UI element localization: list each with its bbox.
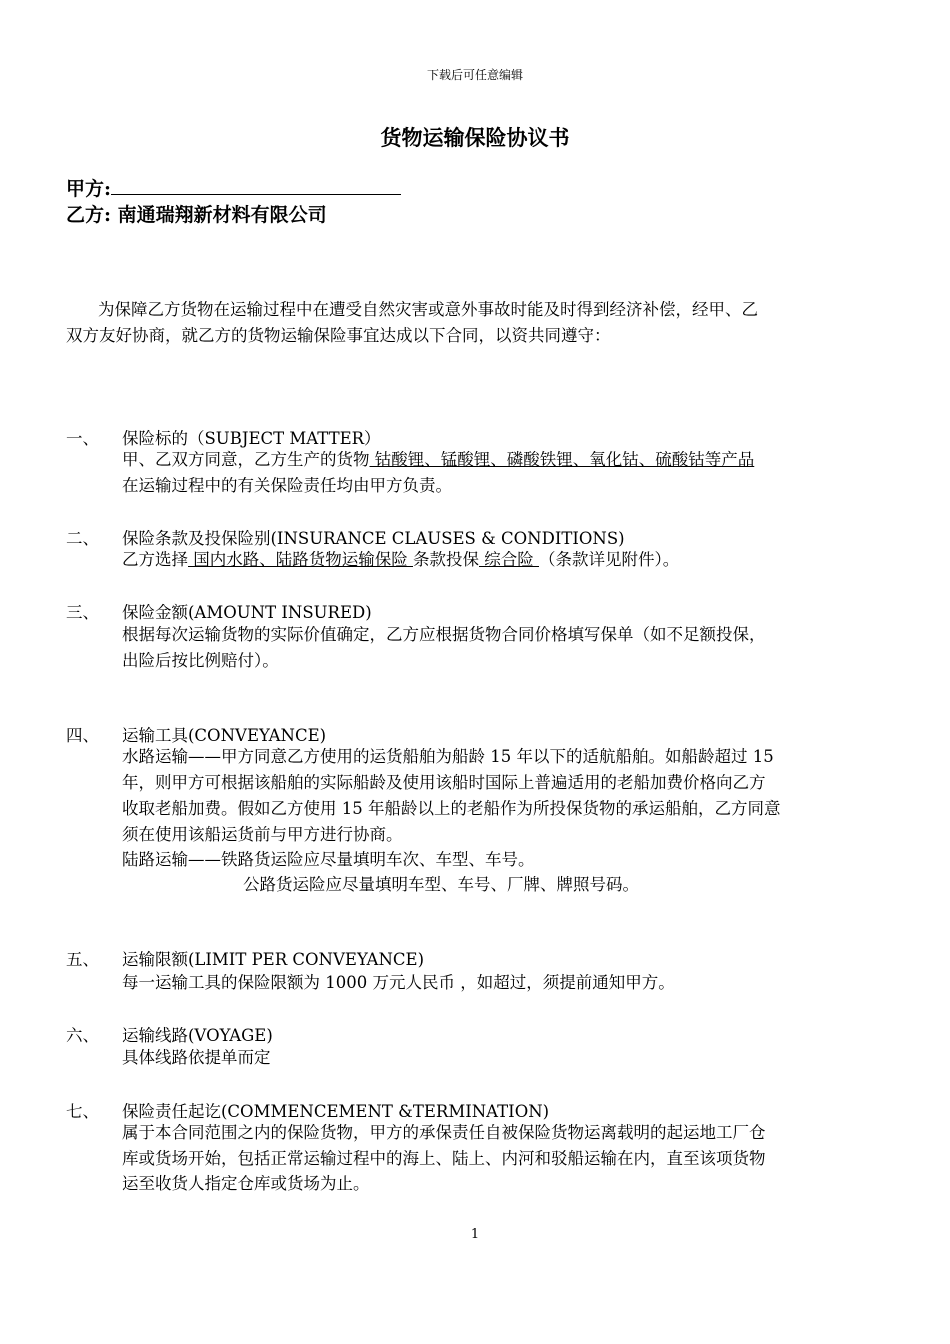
section-1-number: 一、 — [66, 429, 99, 448]
section-4-line-6: 公路货运险应尽量填明车型、车号、厂牌、牌照号码。 — [243, 875, 639, 894]
document-title: 货物运输保险协议书 — [380, 125, 570, 150]
intro-line-2: 双方友好协商，就乙方的货物运输保险事宜达成以下合同，以资共同遵守： — [66, 326, 611, 345]
section-1-title: 保险标的（SUBJECT MATTER） — [122, 429, 381, 448]
section-5-number: 五、 — [66, 950, 99, 969]
section-2-post: （条款详见附件）。 — [539, 550, 680, 569]
section-7-title: 保险责任起讫(COMMENCEMENT &TERMINATION) — [122, 1102, 550, 1121]
section-2-coverage: 综合险 — [479, 550, 539, 569]
section-2-insurance-type: 国内水路、陆路货物运输保险 — [188, 550, 413, 569]
section-2-line-1 — [122, 547, 679, 573]
party-a — [66, 174, 401, 201]
section-4-number: 四、 — [66, 726, 99, 745]
party-a-blank — [111, 178, 401, 195]
section-7-line-3: 运至收货人指定仓库或货场为止。 — [122, 1174, 370, 1193]
page-header: 下载后可任意编辑 — [426, 68, 523, 82]
section-1-line-1 — [122, 447, 754, 473]
section-3-title: 保险金额(AMOUNT INSURED) — [122, 603, 372, 622]
section-3-number: 三、 — [66, 603, 99, 622]
section-4-line-2: 年，则甲方可根据该船舶的实际船龄及使用该船时国际上普遍适用的老船加费价格向乙方 — [122, 773, 766, 792]
section-7-line-2: 库或货场开始，包括正常运输过程中的海上、陆上、内河和驳船运输在内，直至该项货物 — [122, 1149, 766, 1168]
section-2-title: 保险条款及投保险别(INSURANCE CLAUSES & CONDITIONS) — [122, 529, 625, 548]
section-4-title: 运输工具(CONVEYANCE) — [122, 726, 327, 745]
section-2-mid: 条款投保 — [413, 550, 479, 569]
section-7-line-1: 属于本合同范围之内的保险货物，甲方的承保责任自被保险货物运离载明的起运地工厂仓 — [122, 1123, 766, 1142]
party-a-label: 甲方: — [66, 178, 112, 200]
section-1-line-2: 在运输过程中的有关保险责任均由甲方负责。 — [122, 476, 452, 495]
section-1-text: 甲、乙双方同意，乙方生产的货物 — [122, 450, 370, 469]
section-6-line-1: 具体线路依提单而定 — [122, 1048, 271, 1067]
page-number: 1 — [470, 1227, 480, 1242]
section-4-line-4: 须在使用该船运货前与甲方进行协商。 — [122, 825, 403, 844]
section-7-number: 七、 — [66, 1102, 99, 1121]
party-b: 乙方: 南通瑞翔新材料有限公司 — [66, 204, 327, 226]
section-5-line-1: 每一运输工具的保险限额为 1000 万元人民币 ，如超过，须提前通知甲方。 — [122, 973, 675, 992]
section-3-line-2: 出险后按比例赔付）。 — [122, 651, 279, 670]
section-2-pre: 乙方选择 — [122, 550, 188, 569]
intro-line-1: 为保障乙方货物在运输过程中在遭受自然灾害或意外事故时能及时得到经济补偿，经甲、乙 — [98, 300, 758, 319]
section-2-number: 二、 — [66, 529, 99, 548]
section-3-line-1: 根据每次运输货物的实际价值确定，乙方应根据货物合同价格填写保单（如不足额投保， — [122, 625, 766, 644]
section-6-title: 运输线路(VOYAGE) — [122, 1026, 273, 1045]
section-5-title: 运输限额(LIMIT PER CONVEYANCE) — [122, 950, 425, 969]
section-4-line-5: 陆路运输——铁路货运险应尽量填明车次、车型、车号。 — [122, 850, 535, 869]
section-1-products: 钴酸锂、锰酸锂、磷酸铁锂、氧化钴、硫酸钴等产品 — [369, 450, 755, 469]
section-6-number: 六、 — [66, 1026, 99, 1045]
section-4-line-1: 水路运输——甲方同意乙方使用的运货船舶为船龄 15 年以下的适航船舶。如船龄超过 15 — [122, 747, 774, 766]
section-4-line-3: 收取老船加费。假如乙方使用 15 年船龄以上的老船作为所投保货物的承运船舶，乙方同意 — [122, 799, 781, 818]
